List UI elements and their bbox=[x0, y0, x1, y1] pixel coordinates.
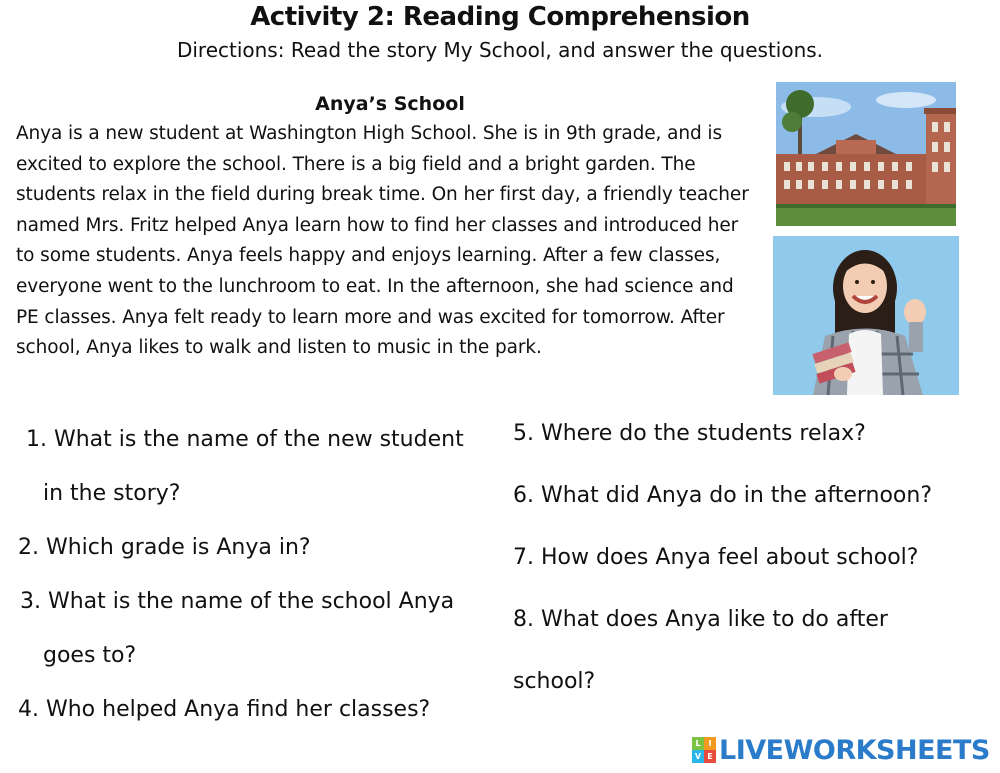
student-girl-image bbox=[773, 236, 959, 395]
school-building-illustration bbox=[776, 82, 956, 226]
page-title: Activity 2: Reading Comprehension bbox=[250, 2, 750, 32]
question-4: 4. Who helped Anya find her classes? bbox=[18, 697, 431, 722]
liveworksheets-logo bbox=[692, 734, 990, 766]
question-8: 8. What does Anya like to do after bbox=[513, 607, 888, 632]
questions-left-column bbox=[18, 413, 488, 737]
question-7: 7. How does Anya feel about school? bbox=[513, 545, 919, 570]
logo-mark-i: I bbox=[704, 737, 716, 750]
question-3-continued: goes to? bbox=[43, 643, 137, 668]
question-3: 3. What is the name of the school Anya bbox=[20, 589, 455, 614]
question-5: 5. Where do the students relax? bbox=[513, 421, 866, 446]
question-1: 1. What is the name of the new student bbox=[26, 427, 464, 452]
question-8-continued: school? bbox=[513, 669, 596, 694]
questions-right-column bbox=[513, 413, 983, 703]
story-body: Anya is a new student at Washington High School. She is in 9th grade, and is excited to explore the school. There is a big field and a bright garden. The students relax in the field during break time. On her first day, a friendly teacher named Mrs. Fritz helped Anya learn how to find her classes and introduced her to some students. Anya feels happy and enjoys learning. After a few classes, everyone went to the lunchroom to eat. In the afternoon, she had science and PE classes. Anya felt ready to learn more and was excited for tomorrow. After school, Anya likes to walk and listen to music in the park. bbox=[16, 123, 749, 359]
story-title: Anya’s School bbox=[315, 93, 465, 115]
logo-text: LIVEWORKSHEETS bbox=[719, 734, 990, 766]
logo-mark-e: E bbox=[704, 750, 716, 763]
directions-text: Directions: Read the story My School, and answer the questions. bbox=[176, 38, 824, 62]
question-1-continued: in the story? bbox=[43, 481, 181, 506]
logo-mark-v: V bbox=[692, 750, 704, 763]
logo-mark-icon bbox=[692, 737, 716, 763]
student-girl-illustration bbox=[773, 236, 959, 395]
question-6: 6. What did Anya do in the afternoon? bbox=[513, 483, 933, 508]
question-2: 2. Which grade is Anya in? bbox=[18, 535, 311, 560]
school-building-image bbox=[776, 82, 956, 226]
logo-mark-l: L bbox=[692, 737, 704, 750]
